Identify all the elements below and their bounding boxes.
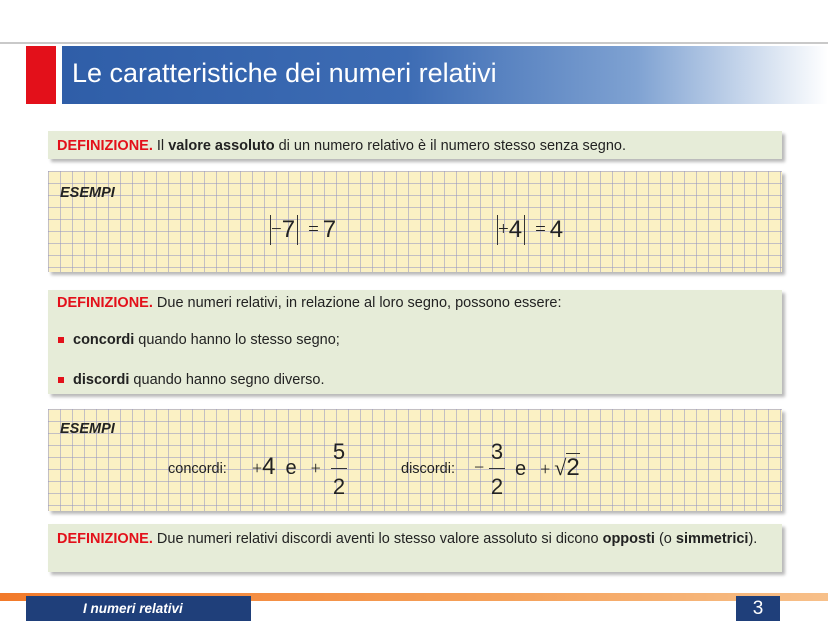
examples-label: ESEMPI	[60, 185, 115, 201]
discordi-example-root: e + √2	[515, 454, 580, 481]
footer-section-tab	[26, 596, 251, 621]
concordi-label: concordi:	[168, 461, 227, 477]
definition-term: opposti	[602, 531, 655, 547]
example-abs-pos4: +4 = 4	[498, 216, 564, 243]
definition-text: di un numero relativo è il numero stesso senza segno.	[274, 138, 626, 154]
definition-box-concordi-discordi	[48, 290, 782, 394]
definition-text: Il	[152, 138, 169, 154]
footer-section-label: I numeri relativi	[83, 601, 183, 616]
examples-label: ESEMPI	[60, 421, 115, 437]
fraction-bar	[331, 468, 347, 469]
definition-term: valore assoluto	[168, 138, 275, 154]
fraction-bar	[489, 468, 505, 469]
list-item-discordi: discordi quando hanno segno diverso.	[73, 372, 325, 388]
bullet-icon	[58, 377, 64, 383]
list-item-concordi: concordi quando hanno lo stesso segno;	[73, 332, 340, 348]
definition-term: simmetrici	[675, 531, 749, 547]
page-title: Le caratteristiche dei numeri relativi	[72, 58, 497, 88]
fraction-denominator: 2	[490, 474, 504, 499]
title-accent	[26, 46, 56, 104]
fraction-numerator: 3	[490, 439, 504, 464]
fraction-denominator: 2	[332, 474, 346, 499]
examples-box-absolute-value	[48, 171, 782, 272]
definition-text: Due numeri relativi, in relazione al loro segno, possono essere:	[152, 295, 562, 311]
definition-box-absolute-value	[48, 131, 782, 159]
discordi-sign: −	[474, 457, 485, 477]
fraction-numerator: 5	[332, 439, 346, 464]
page-number: 3	[736, 596, 780, 621]
definition-box-opposti: DEFINIZIONE. Due numeri relativi discordi aventi lo stesso valore assoluto si dicono opposti (o simmetrici).	[48, 524, 782, 572]
concordi-example: +4 e +	[252, 453, 321, 480]
top-divider	[0, 42, 828, 44]
definition-label: DEFINIZIONE.	[57, 295, 153, 311]
definition-line	[57, 293, 562, 313]
examples-box-concordi-discordi	[48, 409, 782, 511]
definition-label: DEFINIZIONE.	[57, 138, 153, 154]
discordi-label: discordi:	[401, 461, 455, 477]
example-abs-neg7: −7 = 7	[271, 216, 337, 243]
definition-label: DEFINIZIONE.	[57, 531, 153, 547]
bullet-icon	[58, 337, 64, 343]
title-bar	[62, 46, 828, 104]
